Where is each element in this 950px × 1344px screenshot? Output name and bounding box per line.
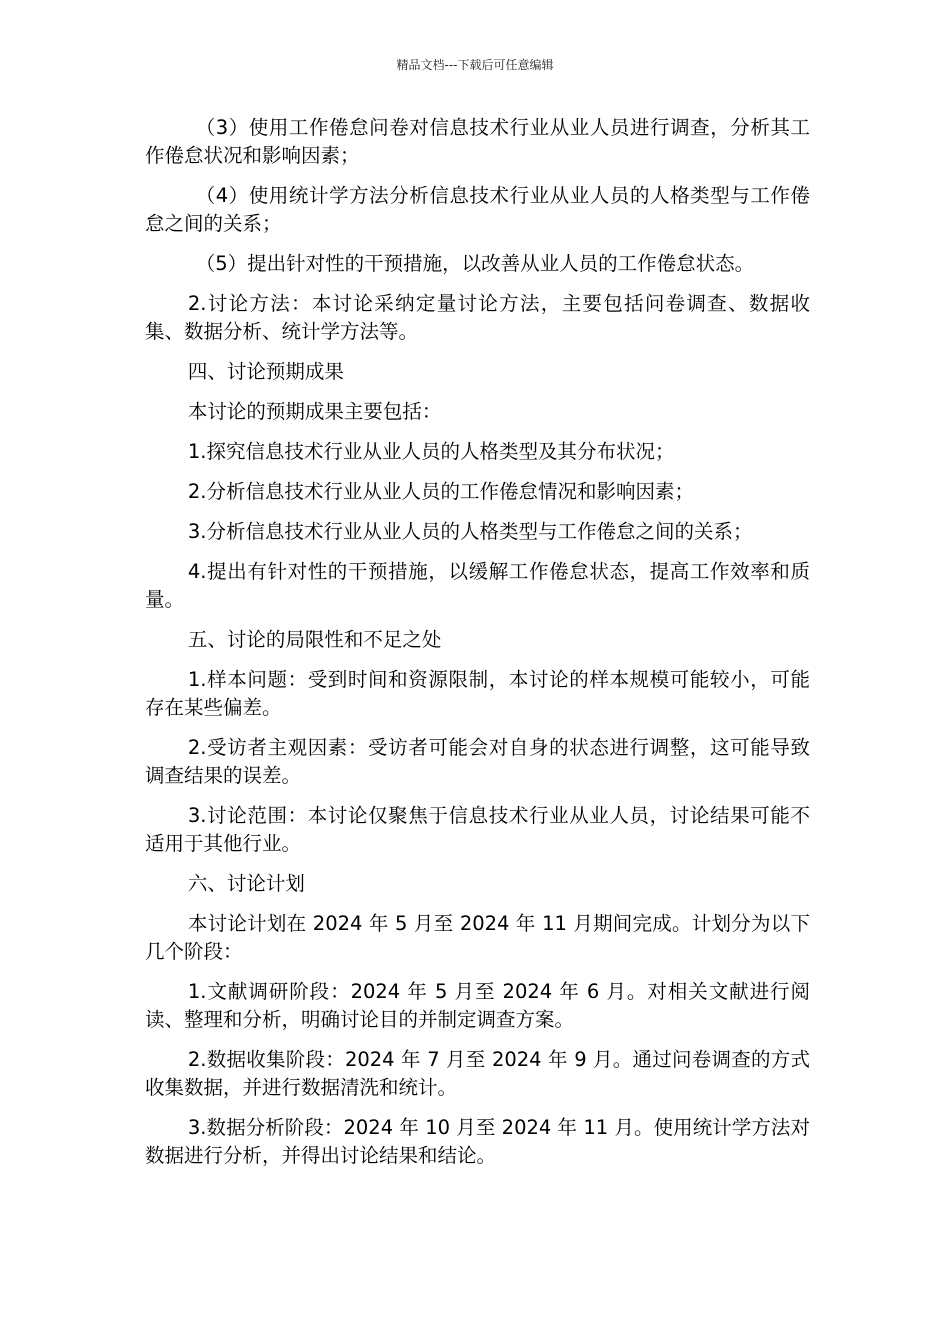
- paragraph-expected-intro: 本讨论的预期成果主要包括：: [187, 400, 442, 423]
- paragraph-expected-2: 2.分析信息技术行业从业人员的工作倦怠情况和影响因素；: [187, 480, 694, 503]
- paragraph-method: 2.讨论方法：本讨论采纳定量讨论方法，主要包括问卷调查、数据收集、数据分析、统计学方法等。: [145, 292, 810, 343]
- document-body: [145, 114, 810, 1182]
- paragraph-expected-4: 4.提出有针对性的干预措施，以缓解工作倦怠状态，提高工作效率和质量。: [145, 560, 810, 611]
- paragraph-expected-3: 3.分析信息技术行业从业人员的人格类型与工作倦怠之间的关系；: [187, 520, 753, 543]
- paragraph-expected-1: 1.探究信息技术行业从业人员的人格类型及其分布状况；: [187, 440, 675, 463]
- paragraph-item-3: （3）使用工作倦怠问卷对信息技术行业从业人员进行调查，分析其工作倦怠状况和影响因素；: [145, 116, 810, 167]
- paragraph-plan-stage-3: 3.数据分析阶段：2024 年 10 月至 2024 年 11 月。使用统计学方法对数据进行分析，并得出讨论结果和结论。: [145, 1116, 810, 1167]
- paragraph-limitation-2: 2.受访者主观因素：受访者可能会对自身的状态进行调整，这可能导致调查结果的误差。: [145, 736, 810, 787]
- paragraph-plan-stage-2: 2.数据收集阶段：2024 年 7 月至 2024 年 9 月。通过问卷调查的方式收集数据，并进行数据清洗和统计。: [145, 1048, 810, 1099]
- page-header: 精品文档---下载后可任意编辑: [396, 58, 554, 72]
- section-heading-plan: 六、讨论计划: [187, 872, 305, 895]
- paragraph-item-5: （5）提出针对性的干预措施，以改善从业人员的工作倦怠状态。: [195, 252, 755, 275]
- section-heading-expected-results: 四、讨论预期成果: [187, 360, 344, 383]
- section-heading-limitations: 五、讨论的局限性和不足之处: [187, 628, 442, 651]
- paragraph-item-4: （4）使用统计学方法分析信息技术行业从业人员的人格类型与工作倦怠之间的关系；: [145, 184, 810, 235]
- paragraph-plan-intro: 本讨论计划在 2024 年 5 月至 2024 年 11 月期间完成。计划分为以下几个阶段：: [145, 912, 810, 963]
- paragraph-limitation-1: 1.样本问题：受到时间和资源限制，本讨论的样本规模可能较小，可能存在某些偏差。: [145, 668, 810, 719]
- paragraph-limitation-3: 3.讨论范围：本讨论仅聚焦于信息技术行业从业人员，讨论结果可能不适用于其他行业。: [145, 804, 810, 855]
- paragraph-plan-stage-1: 1.文献调研阶段：2024 年 5 月至 2024 年 6 月。对相关文献进行阅读、整理和分析，明确讨论目的并制定调查方案。: [145, 980, 810, 1031]
